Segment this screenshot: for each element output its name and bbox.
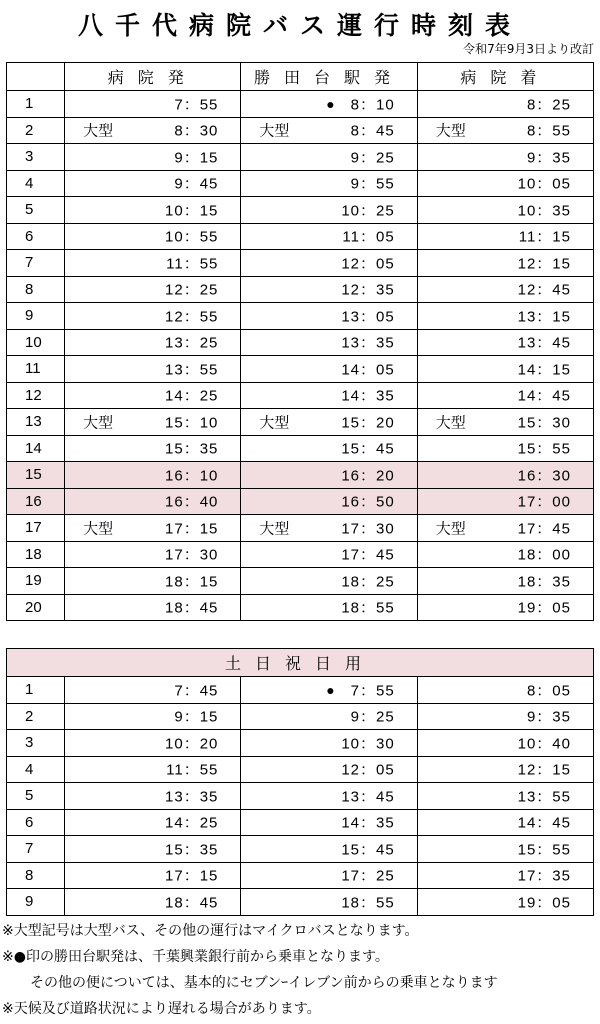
row-number: 20 — [7, 594, 65, 621]
weekend-row — [7, 677, 594, 704]
row-number: 7 — [7, 836, 65, 863]
row-number: 8 — [7, 276, 65, 303]
hospital-departure-cell — [65, 250, 241, 277]
station-departure-time: 12：35 — [341, 281, 395, 299]
station-departure-cell — [241, 836, 417, 863]
hospital-departure-cell — [65, 541, 241, 568]
station-departure-time: 10：30 — [341, 735, 395, 753]
station-departure-time: 18：55 — [341, 894, 395, 912]
row-number: 19 — [7, 568, 65, 595]
station-departure-cell — [241, 568, 417, 595]
hospital-departure-time: 17：15 — [165, 520, 219, 538]
hospital-departure-time: 9：15 — [174, 708, 219, 726]
hospital-departure-cell — [65, 462, 241, 489]
revision-date: 令和7年9月3日より改訂 — [463, 42, 594, 56]
hospital-arrival-time: 13：55 — [517, 788, 571, 806]
hospital-departure-time: 15：10 — [165, 414, 219, 432]
weekday-row — [7, 462, 594, 489]
station-departure-cell — [241, 862, 417, 889]
station-departure-time: 17：30 — [341, 520, 395, 538]
notes — [2, 918, 598, 1022]
hospital-departure-cell — [65, 170, 241, 197]
hospital-arrival-cell — [417, 515, 593, 542]
station-departure-time: 16：50 — [341, 493, 395, 511]
row-number: 6 — [7, 223, 65, 250]
hospital-departure-cell — [65, 144, 241, 171]
hospital-departure-cell — [65, 117, 241, 144]
hospital-departure-cell — [65, 382, 241, 409]
hospital-arrival-cell — [417, 303, 593, 330]
hospital-arrival-cell — [417, 488, 593, 515]
weekday-row — [7, 435, 594, 462]
weekend-row — [7, 809, 594, 836]
hospital-departure-cell — [65, 836, 241, 863]
weekday-row — [7, 223, 594, 250]
row-number: 1 — [7, 677, 65, 704]
hospital-arrival-cell — [417, 568, 593, 595]
station-departure-time: 14：35 — [341, 814, 395, 832]
hospital-arrival-cell — [417, 117, 593, 144]
hospital-arrival-cell — [417, 170, 593, 197]
hospital-departure-time: 13：25 — [165, 334, 219, 352]
weekend-header: 土日祝日用 — [7, 649, 594, 677]
row-number: 8 — [7, 862, 65, 889]
station-departure-cell — [241, 276, 417, 303]
hospital-arrival-time: 18：00 — [517, 546, 571, 564]
station-departure-time: 15：45 — [341, 440, 395, 458]
bus-type-label: 大型 — [259, 520, 290, 538]
row-number: 9 — [7, 889, 65, 916]
row-number: 5 — [7, 197, 65, 224]
bus-type-label: 大型 — [435, 414, 466, 432]
hospital-arrival-time: 16：30 — [517, 467, 571, 485]
station-departure-cell — [241, 409, 417, 436]
row-number: 4 — [7, 170, 65, 197]
hospital-departure-cell — [65, 356, 241, 383]
station-departure-cell — [241, 541, 417, 568]
weekday-row — [7, 382, 594, 409]
station-departure-cell — [241, 889, 417, 916]
row-number: 18 — [7, 541, 65, 568]
hospital-arrival-time: 14：15 — [517, 361, 571, 379]
row-number: 12 — [7, 382, 65, 409]
station-departure-time: 15：20 — [341, 414, 395, 432]
weekend-row — [7, 889, 594, 916]
weekday-row — [7, 276, 594, 303]
bank-boarding-mark: ● — [326, 95, 335, 112]
hospital-arrival-cell — [417, 409, 593, 436]
station-departure-time: 18：25 — [341, 573, 395, 591]
station-departure-cell — [241, 170, 417, 197]
hospital-arrival-time: 10：05 — [517, 175, 571, 193]
row-number: 15 — [7, 462, 65, 489]
row-number: 13 — [7, 409, 65, 436]
note-dot-mark: ※●印の勝田台駅発は、千葉興業銀行前から乗車となります。 — [2, 949, 389, 965]
hospital-departure-cell — [65, 303, 241, 330]
station-departure-cell — [241, 223, 417, 250]
header-no — [7, 63, 65, 91]
weekday-row — [7, 91, 594, 118]
weekend-timetable — [6, 648, 594, 916]
hospital-arrival-time: 15：30 — [517, 414, 571, 432]
hospital-arrival-cell — [417, 541, 593, 568]
header-hospital-departure: 病院発 — [65, 63, 241, 91]
station-departure-cell — [241, 462, 417, 489]
weekend-row — [7, 862, 594, 889]
weekday-row — [7, 197, 594, 224]
station-departure-cell — [241, 435, 417, 462]
station-departure-time: 18：55 — [341, 599, 395, 617]
weekend-row — [7, 756, 594, 783]
note-other-boarding: その他の便については、基本的にセブンｰイレブン前からの乗車となります — [30, 975, 498, 991]
hospital-departure-cell — [65, 435, 241, 462]
hospital-departure-cell — [65, 91, 241, 118]
hospital-departure-time: 17：30 — [165, 546, 219, 564]
hospital-arrival-time: 17：45 — [517, 520, 571, 538]
hospital-arrival-time: 19：05 — [517, 599, 571, 617]
hospital-arrival-cell — [417, 756, 593, 783]
hospital-arrival-cell — [417, 862, 593, 889]
weekday-row — [7, 515, 594, 542]
weekday-row — [7, 329, 594, 356]
row-number: 16 — [7, 488, 65, 515]
row-number: 1 — [7, 91, 65, 118]
hospital-arrival-cell — [417, 250, 593, 277]
weekend-row — [7, 783, 594, 810]
station-departure-cell — [241, 677, 417, 704]
station-departure-cell — [241, 756, 417, 783]
hospital-arrival-time: 17：00 — [517, 493, 571, 511]
weekend-row — [7, 836, 594, 863]
hospital-arrival-cell — [417, 144, 593, 171]
station-departure-time: 9：25 — [350, 149, 395, 167]
hospital-departure-time: 12：25 — [165, 281, 219, 299]
row-number: 2 — [7, 117, 65, 144]
weekend-row — [7, 730, 594, 757]
station-departure-cell — [241, 91, 417, 118]
hospital-departure-cell — [65, 862, 241, 889]
hospital-arrival-cell — [417, 809, 593, 836]
hospital-arrival-time: 9：35 — [526, 149, 571, 167]
station-departure-time: 13：35 — [341, 334, 395, 352]
hospital-departure-cell — [65, 568, 241, 595]
hospital-arrival-time: 13：45 — [517, 334, 571, 352]
hospital-arrival-time: 10：35 — [517, 202, 571, 220]
station-departure-time: 12：05 — [341, 761, 395, 779]
station-departure-cell — [241, 488, 417, 515]
station-departure-time: 9：55 — [350, 175, 395, 193]
row-number: 6 — [7, 809, 65, 836]
row-number: 2 — [7, 703, 65, 730]
hospital-arrival-time: 17：35 — [517, 867, 571, 885]
hospital-arrival-cell — [417, 783, 593, 810]
station-departure-time: 17：25 — [341, 867, 395, 885]
station-departure-time: 13：45 — [341, 788, 395, 806]
hospital-arrival-time: 19：05 — [517, 894, 571, 912]
hospital-arrival-cell — [417, 703, 593, 730]
station-departure-cell — [241, 703, 417, 730]
hospital-departure-cell — [65, 197, 241, 224]
row-number: 14 — [7, 435, 65, 462]
station-departure-cell — [241, 730, 417, 757]
hospital-arrival-cell — [417, 435, 593, 462]
hospital-departure-cell — [65, 594, 241, 621]
hospital-departure-cell — [65, 329, 241, 356]
station-departure-time: 9：25 — [350, 708, 395, 726]
row-number: 5 — [7, 783, 65, 810]
note-delay: ※天候及び道路状況により遅れる場合があります。 — [2, 1001, 321, 1017]
weekday-row — [7, 170, 594, 197]
weekday-rows — [7, 91, 594, 621]
row-number: 17 — [7, 515, 65, 542]
hospital-departure-cell — [65, 677, 241, 704]
hospital-departure-cell — [65, 730, 241, 757]
bus-type-label: 大型 — [259, 122, 290, 140]
station-departure-cell — [241, 144, 417, 171]
station-departure-cell — [241, 809, 417, 836]
hospital-arrival-cell — [417, 382, 593, 409]
hospital-departure-time: 7：55 — [174, 96, 219, 114]
hospital-arrival-cell — [417, 223, 593, 250]
hospital-departure-time: 13：35 — [165, 788, 219, 806]
hospital-arrival-time: 8：05 — [526, 682, 571, 700]
station-departure-time: 12：05 — [341, 255, 395, 273]
hospital-arrival-cell — [417, 276, 593, 303]
hospital-arrival-cell — [417, 889, 593, 916]
hospital-arrival-cell — [417, 462, 593, 489]
hospital-departure-time: 7：45 — [174, 682, 219, 700]
station-departure-time: 7：55 — [350, 682, 395, 700]
hospital-arrival-time: 14：45 — [517, 814, 571, 832]
hospital-arrival-time: 15：55 — [517, 841, 571, 859]
hospital-departure-time: 10：15 — [165, 202, 219, 220]
weekday-row — [7, 117, 594, 144]
bus-type-label: 大型 — [435, 520, 466, 538]
station-departure-cell — [241, 197, 417, 224]
weekday-row — [7, 250, 594, 277]
weekday-row — [7, 541, 594, 568]
row-number: 7 — [7, 250, 65, 277]
row-number: 4 — [7, 756, 65, 783]
station-departure-time: 14：05 — [341, 361, 395, 379]
hospital-departure-time: 14：25 — [165, 387, 219, 405]
hospital-arrival-time: 11：15 — [518, 228, 571, 246]
station-departure-cell — [241, 329, 417, 356]
hospital-departure-cell — [65, 276, 241, 303]
bus-type-label: 大型 — [259, 414, 290, 432]
bus-type-label: 大型 — [83, 520, 114, 538]
weekday-row — [7, 594, 594, 621]
station-departure-cell — [241, 515, 417, 542]
hospital-arrival-cell — [417, 594, 593, 621]
weekday-row — [7, 303, 594, 330]
bus-type-label: 大型 — [83, 414, 114, 432]
hospital-departure-time: 15：35 — [165, 841, 219, 859]
weekday-row — [7, 144, 594, 171]
station-departure-cell — [241, 356, 417, 383]
station-departure-time: 17：45 — [341, 546, 395, 564]
station-departure-time: 10：25 — [341, 202, 395, 220]
station-departure-cell — [241, 250, 417, 277]
weekend-header-row — [7, 649, 594, 677]
hospital-arrival-cell — [417, 356, 593, 383]
hospital-arrival-cell — [417, 329, 593, 356]
weekday-row — [7, 568, 594, 595]
page-title: 八千代病院バス運行時刻表 — [77, 11, 522, 40]
hospital-departure-cell — [65, 703, 241, 730]
hospital-departure-time: 16：10 — [165, 467, 219, 485]
weekday-header-row — [7, 63, 594, 91]
header-station-departure: 勝田台駅発 — [241, 63, 417, 91]
hospital-arrival-time: 9：35 — [526, 708, 571, 726]
station-departure-time: 14：35 — [341, 387, 395, 405]
hospital-departure-time: 11：55 — [166, 255, 219, 273]
hospital-departure-time: 18：15 — [165, 573, 219, 591]
hospital-departure-cell — [65, 756, 241, 783]
hospital-arrival-cell — [417, 730, 593, 757]
weekend-row — [7, 703, 594, 730]
weekday-row — [7, 488, 594, 515]
station-departure-cell — [241, 117, 417, 144]
weekend-rows — [7, 677, 594, 916]
weekday-row — [7, 409, 594, 436]
hospital-arrival-time: 10：40 — [517, 735, 571, 753]
hospital-departure-time: 9：45 — [174, 175, 219, 193]
hospital-departure-cell — [65, 889, 241, 916]
hospital-arrival-time: 18：35 — [517, 573, 571, 591]
hospital-departure-cell — [65, 783, 241, 810]
hospital-departure-time: 8：30 — [174, 122, 219, 140]
station-departure-time: 13：05 — [341, 308, 395, 326]
weekday-row — [7, 356, 594, 383]
note-large-bus: ※大型記号は大型バス、その他の運行はマイクロバスとなります。 — [2, 923, 419, 939]
hospital-departure-time: 10：20 — [165, 735, 219, 753]
station-departure-time: 8：45 — [350, 122, 395, 140]
hospital-departure-time: 12：55 — [165, 308, 219, 326]
hospital-departure-cell — [65, 809, 241, 836]
hospital-arrival-cell — [417, 91, 593, 118]
hospital-departure-cell — [65, 515, 241, 542]
station-departure-cell — [241, 783, 417, 810]
hospital-departure-time: 17：15 — [165, 867, 219, 885]
hospital-arrival-time: 8：25 — [526, 96, 571, 114]
row-number: 11 — [7, 356, 65, 383]
hospital-departure-time: 18：45 — [165, 894, 219, 912]
bus-type-label: 大型 — [83, 122, 114, 140]
row-number: 3 — [7, 144, 65, 171]
hospital-departure-cell — [65, 488, 241, 515]
hospital-departure-time: 16：40 — [165, 493, 219, 511]
row-number: 10 — [7, 329, 65, 356]
hospital-departure-time: 11：55 — [166, 761, 219, 779]
hospital-departure-time: 15：35 — [165, 440, 219, 458]
hospital-departure-time: 13：55 — [165, 361, 219, 379]
hospital-departure-time: 9：15 — [174, 149, 219, 167]
hospital-arrival-time: 12：45 — [517, 281, 571, 299]
row-number: 9 — [7, 303, 65, 330]
bus-type-label: 大型 — [435, 122, 466, 140]
hospital-arrival-time: 12：15 — [517, 255, 571, 273]
header-hospital-arrival: 病院着 — [417, 63, 593, 91]
row-number: 3 — [7, 730, 65, 757]
hospital-arrival-cell — [417, 677, 593, 704]
hospital-arrival-time: 12：15 — [517, 761, 571, 779]
station-departure-time: 16：20 — [341, 467, 395, 485]
bank-boarding-mark: ● — [326, 681, 335, 698]
hospital-arrival-cell — [417, 836, 593, 863]
hospital-arrival-time: 14：45 — [517, 387, 571, 405]
hospital-departure-cell — [65, 409, 241, 436]
hospital-departure-time: 10：55 — [165, 228, 219, 246]
hospital-arrival-time: 15：55 — [517, 440, 571, 458]
station-departure-time: 11：05 — [342, 228, 395, 246]
hospital-departure-time: 14：25 — [165, 814, 219, 832]
weekday-timetable — [6, 62, 594, 621]
hospital-departure-time: 18：45 — [165, 599, 219, 617]
hospital-arrival-cell — [417, 197, 593, 224]
hospital-arrival-time: 8：55 — [526, 122, 571, 140]
hospital-arrival-time: 13：15 — [517, 308, 571, 326]
station-departure-time: 15：45 — [341, 841, 395, 859]
station-departure-cell — [241, 303, 417, 330]
hospital-departure-cell — [65, 223, 241, 250]
station-departure-time: 8：10 — [350, 96, 395, 114]
station-departure-cell — [241, 382, 417, 409]
station-departure-cell — [241, 594, 417, 621]
